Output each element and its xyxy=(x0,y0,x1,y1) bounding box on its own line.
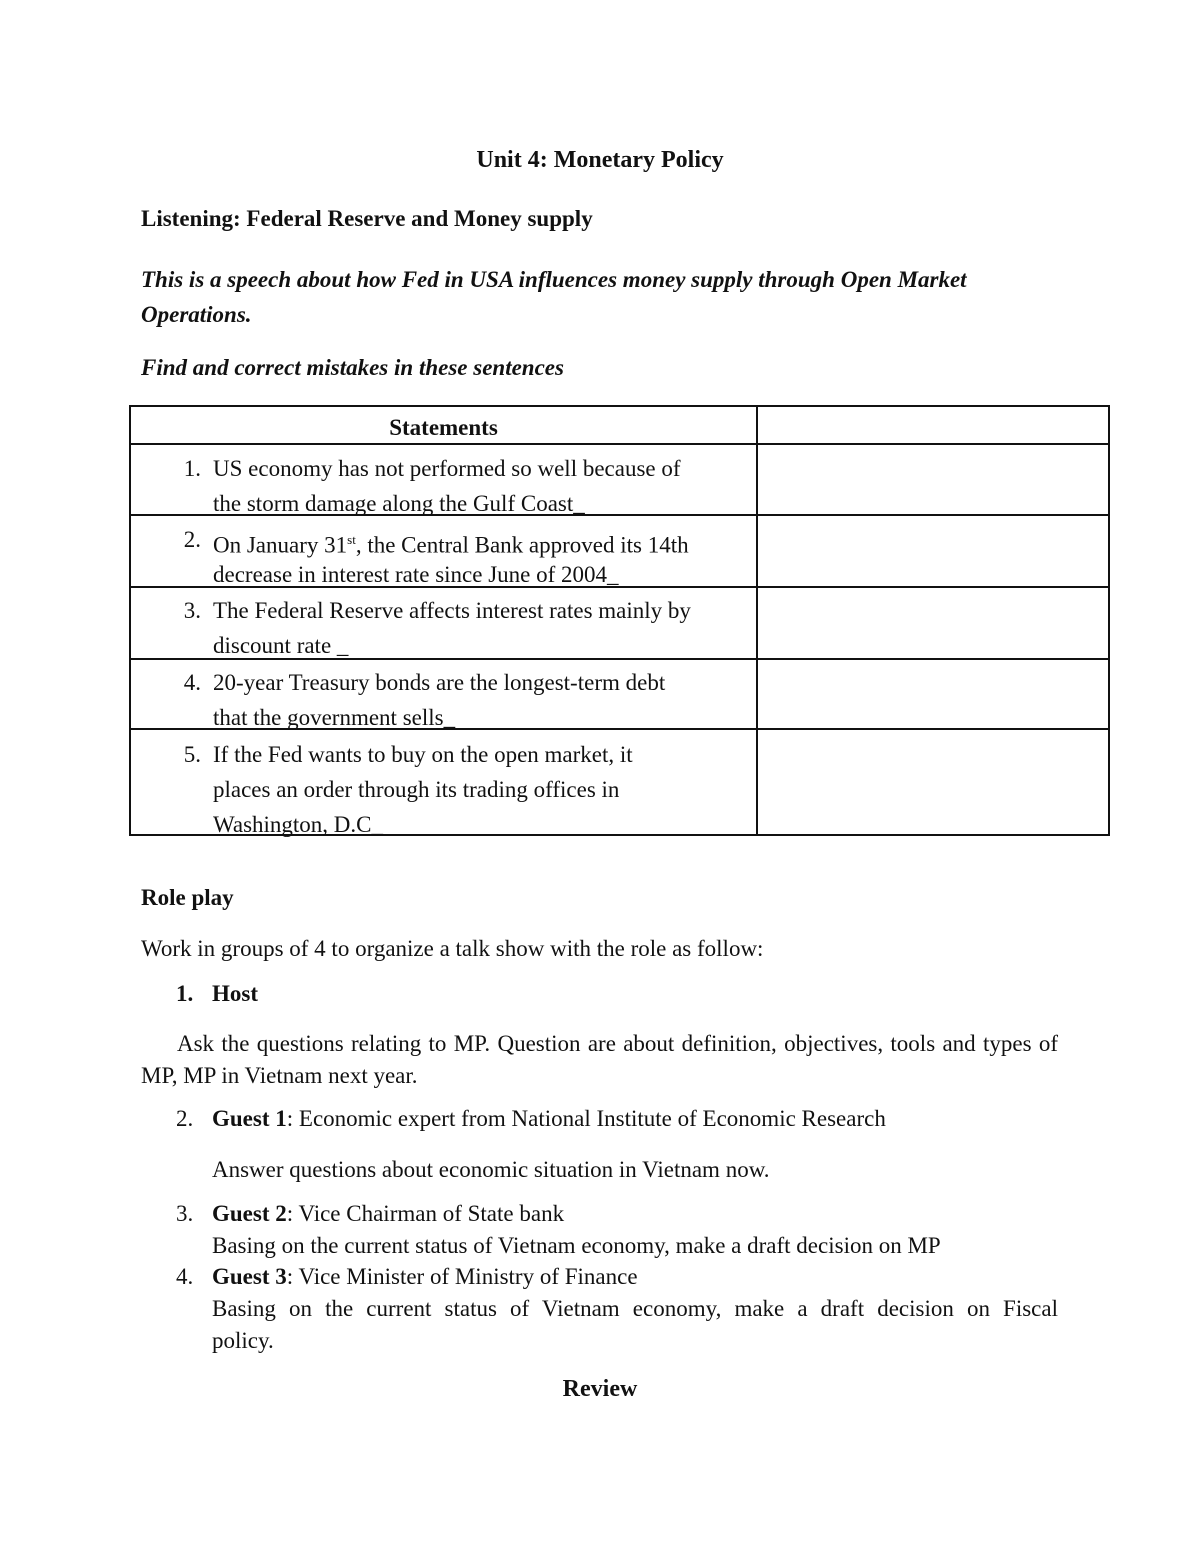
role-name: Guest 1 xyxy=(212,1106,287,1131)
row-divider xyxy=(131,514,1108,516)
statement-line: US economy has not performed so well because of xyxy=(213,456,681,481)
statement-line: discount rate _ xyxy=(213,633,349,658)
row-divider xyxy=(131,443,1108,445)
row-divider xyxy=(131,658,1108,660)
statement-text: , the Central Bank approved its 14th xyxy=(355,532,689,558)
role-task: policy. xyxy=(212,1328,274,1353)
row-number: 3. xyxy=(183,598,201,623)
role-desc: : Economic expert from National Institute of Economic Research xyxy=(286,1106,886,1131)
role-line xyxy=(212,1106,886,1132)
statement-text: discount rate xyxy=(213,633,332,658)
statement-line: decrease in interest rate since June of 2004_ xyxy=(213,562,619,587)
statement-line: the storm damage along the Gulf Coast_ xyxy=(213,491,585,516)
review-heading: Review xyxy=(562,1376,638,1402)
roleplay-heading: Role play xyxy=(141,885,234,910)
row-number: 4. xyxy=(183,670,201,695)
role-number: 4. xyxy=(176,1264,194,1289)
role-desc: : Vice Chairman of State bank xyxy=(286,1201,565,1226)
role-number: 1. xyxy=(176,981,194,1006)
statement-text: decrease in interest rate since June of 2004 xyxy=(213,562,608,587)
statement-text: that the government sells xyxy=(213,705,444,730)
ordinal-suffix: st xyxy=(347,532,356,547)
role-desc: : Vice Minister of Ministry of Finance xyxy=(286,1264,638,1289)
role-name: Guest 3 xyxy=(212,1264,287,1289)
role-task: Basing on the current status of Vietnam economy, make a draft decision on Fiscal xyxy=(212,1296,1058,1321)
statement-text: On January 31 xyxy=(213,532,348,558)
statements-table xyxy=(129,405,1110,836)
instruction-text: Find and correct mistakes in these sentences xyxy=(141,355,564,380)
role-task: Answer questions about economic situation in Vietnam now. xyxy=(212,1157,770,1182)
role-name: Host xyxy=(212,981,258,1006)
statement-line: that the government sells_ xyxy=(213,705,456,730)
column-divider xyxy=(756,407,758,834)
row-number: 1. xyxy=(183,456,201,481)
role-task: Ask the questions relating to MP. Question are about definition, objectives, tools and types of MP, MP in Vietnam next year. xyxy=(141,1031,1058,1088)
statement-line: If the Fed wants to buy on the open market, it xyxy=(213,742,633,767)
role-task: Basing on the current status of Vietnam economy, make a draft decision on MP xyxy=(212,1233,941,1258)
intro-text: This is a speech about how Fed in USA influences money supply through Open Market Operations. xyxy=(141,267,967,327)
role-line xyxy=(212,1201,564,1227)
statement-line: The Federal Reserve affects interest rates mainly by xyxy=(213,598,691,623)
statement-text: the storm damage along the Gulf Coast xyxy=(213,491,574,516)
role-number: 3. xyxy=(176,1201,194,1226)
page-title: Unit 4: Monetary Policy xyxy=(476,147,724,173)
statement-line: 20-year Treasury bonds are the longest-term debt xyxy=(213,670,666,695)
listening-heading: Listening: Federal Reserve and Money supply xyxy=(141,206,593,231)
statement-line: places an order through its trading offices in xyxy=(213,777,620,802)
row-number: 2. xyxy=(183,527,201,552)
row-divider xyxy=(131,586,1108,588)
row-number: 5. xyxy=(183,742,201,767)
statement-line: Washington, D.C_ xyxy=(213,812,384,837)
row-divider xyxy=(131,728,1108,730)
roleplay-intro: Work in groups of 4 to organize a talk show with the role as follow: xyxy=(141,936,764,961)
role-number: 2. xyxy=(176,1106,194,1131)
role-line xyxy=(212,1264,638,1290)
table-header-statements: Statements xyxy=(389,415,498,440)
statement-text: Washington, D.C xyxy=(213,812,372,837)
role-name: Guest 2 xyxy=(212,1201,287,1226)
